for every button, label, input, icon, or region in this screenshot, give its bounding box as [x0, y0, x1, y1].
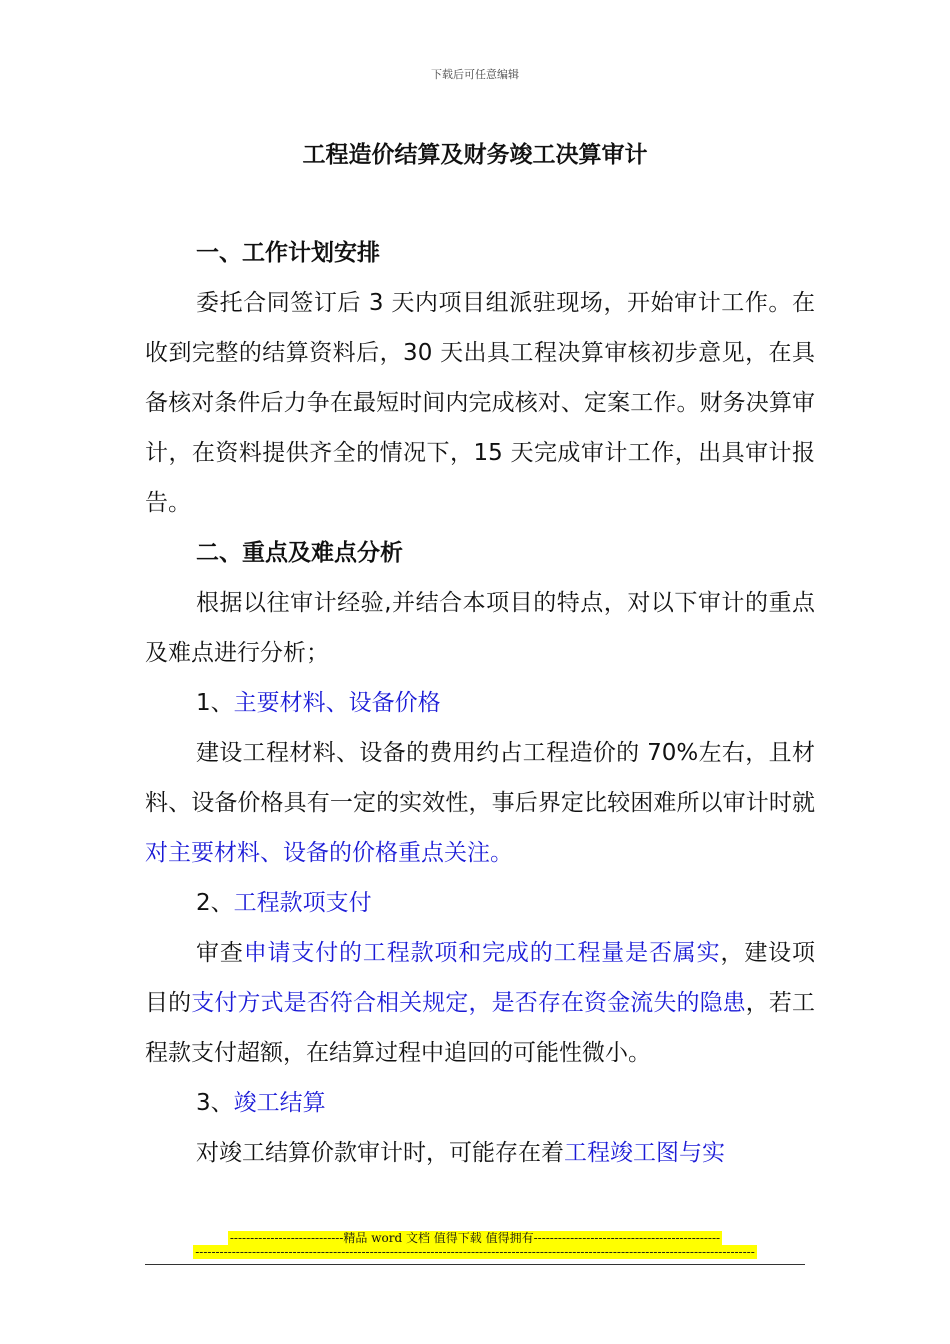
item3-text: 对竣工结算价款审计时，可能存在着	[196, 1140, 564, 1166]
item1-heading	[145, 678, 815, 728]
item1-title: 主要材料、设备价格	[233, 690, 441, 716]
item1-number: 1、	[196, 690, 234, 716]
item2-text-3: ，若工程款支付超额，在结算过程中追回的可能性微小。	[145, 990, 816, 1066]
document-body	[145, 228, 815, 1178]
footer-dashes-text: ------------------------------------------------------------------------------------------------------------------------------------------	[195, 1245, 755, 1259]
item2-highlight-2: 支付方式是否符合相关规定，是否存在资金流失的隐患	[191, 990, 746, 1016]
section2-intro: 根据以往审计经验,并结合本项目的特点，对以下审计的重点及难点进行分析；	[145, 590, 815, 666]
footer-banner	[0, 1229, 950, 1246]
item1-text: 建设工程材料、设备的费用约占工程造价的 70%左右，且材料、设备价格具有一定的实效性，事后界定比较困难所以审计时就	[145, 740, 815, 816]
item2-text-1: 审查	[196, 940, 244, 966]
item3-title: 竣工结算	[233, 1090, 326, 1116]
item2-title: 工程款项支付	[233, 890, 372, 916]
item1-highlight: 对主要材料、设备的价格重点关注。	[145, 840, 513, 866]
item2-paragraph	[145, 928, 815, 1078]
section2-heading: 二、重点及难点分析	[196, 540, 403, 566]
section1-heading: 一、工作计划安排	[196, 240, 380, 266]
footer-rule	[145, 1264, 805, 1265]
item2-text-2: ，建设项目的	[145, 940, 816, 1016]
item2-highlight-1: 申请支付的工程款项和完成的工程量是否属实	[243, 940, 721, 966]
item3-paragraph	[145, 1128, 815, 1178]
footer-dashes	[0, 1245, 950, 1259]
header-note: 下载后可任意编辑	[431, 68, 519, 81]
item2-number: 2、	[196, 890, 234, 916]
item3-highlight: 工程竣工图与实	[564, 1140, 725, 1166]
section1-paragraph: 委托合同签订后 3 天内项目组派驻现场，开始审计工作。在收到完整的结算资料后，30 天出具工程决算审核初步意见，在具备核对条件后力争在最短时间内完成核对、定案工作。财务决算审计，在资料提供齐全的情况下，15 天完成审计工作，出具审计报告。	[145, 290, 815, 516]
item1-paragraph	[145, 728, 815, 878]
item2-heading	[145, 878, 815, 928]
footer-banner-text: ----------------------------精品 word 文档 值得下载 值得拥有----------------------------------------------	[229, 1231, 721, 1245]
item3-heading	[145, 1078, 815, 1128]
document-title: 工程造价结算及财务竣工决算审计	[302, 142, 648, 168]
item3-number: 3、	[196, 1090, 234, 1116]
